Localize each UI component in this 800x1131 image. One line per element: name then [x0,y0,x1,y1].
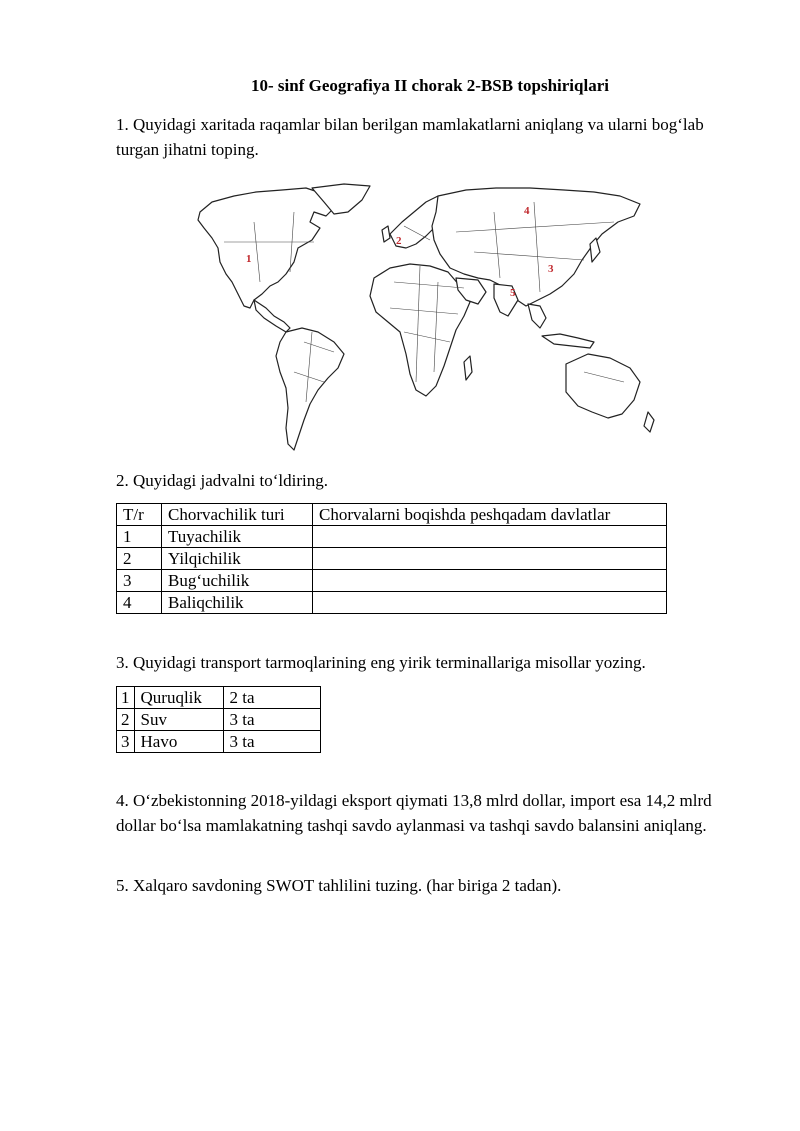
north-america-shape [198,188,334,308]
africa-shape [370,264,470,396]
map-label-5: 5 [510,287,516,299]
table-row [117,709,321,731]
table-cell: 1 [117,526,162,548]
table-row [117,687,321,709]
header-cell: Chorvalarni boqishda peshqadam davlatlar [313,504,667,526]
table-cell: 3 ta [223,709,321,731]
answer-cell[interactable] [313,592,667,614]
table-header-row [117,504,667,526]
madagascar-shape [464,356,472,380]
answer-cell[interactable] [313,570,667,592]
transport-table [116,686,321,753]
table-row [117,548,667,570]
new-zealand-shape [644,412,654,432]
answer-cell[interactable] [313,526,667,548]
southeast-asia-shape [528,304,546,328]
map-label-2: 2 [396,235,402,247]
table-cell: 2 [117,709,135,731]
world-map [194,182,660,454]
table-cell: 3 ta [223,731,321,753]
table-cell: 1 [117,687,135,709]
table-cell: Baliqchilik [162,592,313,614]
question-3-text: 3. Quyidagi transport tarmoqlarining eng yirik terminallariga misollar yozing. [116,653,646,672]
table-cell: Havo [134,731,223,753]
map-label-3: 3 [548,263,554,275]
table-row [117,592,667,614]
south-america-shape [276,328,344,450]
question-2-text: 2. Quyidagi jadvalni to‘ldiring. [116,471,328,490]
table-cell: 2 ta [223,687,321,709]
australia-shape [566,354,640,418]
table-row [117,526,667,548]
answer-cell[interactable] [313,548,667,570]
table-row [117,570,667,592]
world-map-outline [194,182,660,454]
header-cell: Chorvachilik turi [162,504,313,526]
table-cell: 4 [117,592,162,614]
central-america-shape [254,300,290,332]
map-label-4: 4 [524,205,530,217]
livestock-table [116,503,667,614]
table-cell: Tuyachilik [162,526,313,548]
header-cell: T/r [117,504,162,526]
indonesia-shape [542,334,594,348]
page-title: 10- sinf Geografiya II chorak 2-BSB topshiriqlari [251,76,609,95]
table-cell: Yilqichilik [162,548,313,570]
table-cell: 3 [117,570,162,592]
uk-shape [382,226,390,242]
table-cell: Bug‘uchilik [162,570,313,592]
table-row [117,731,321,753]
question-1-text: 1. Quyidagi xaritada raqamlar bilan berilgan mamlakatlarni aniqlang va ularni bog‘lab turgan jihatni toping. [116,115,704,159]
table-cell: 3 [117,731,135,753]
table-cell: Suv [134,709,223,731]
table-cell: Quruqlik [134,687,223,709]
question-4-text: 4. O‘zbekistonning 2018-yildagi eksport qiymati 13,8 mlrd dollar, import esa 14,2 mlrd dollar bo‘lsa mamlakatning tashqi savdo aylanmasi va tashqi savdo balansini aniqlang. [116,791,712,835]
map-label-1: 1 [246,253,252,265]
question-5-text: 5. Xalqaro savdoning SWOT tahlilini tuzing. (har biriga 2 tadan). [116,876,562,895]
table-cell: 2 [117,548,162,570]
